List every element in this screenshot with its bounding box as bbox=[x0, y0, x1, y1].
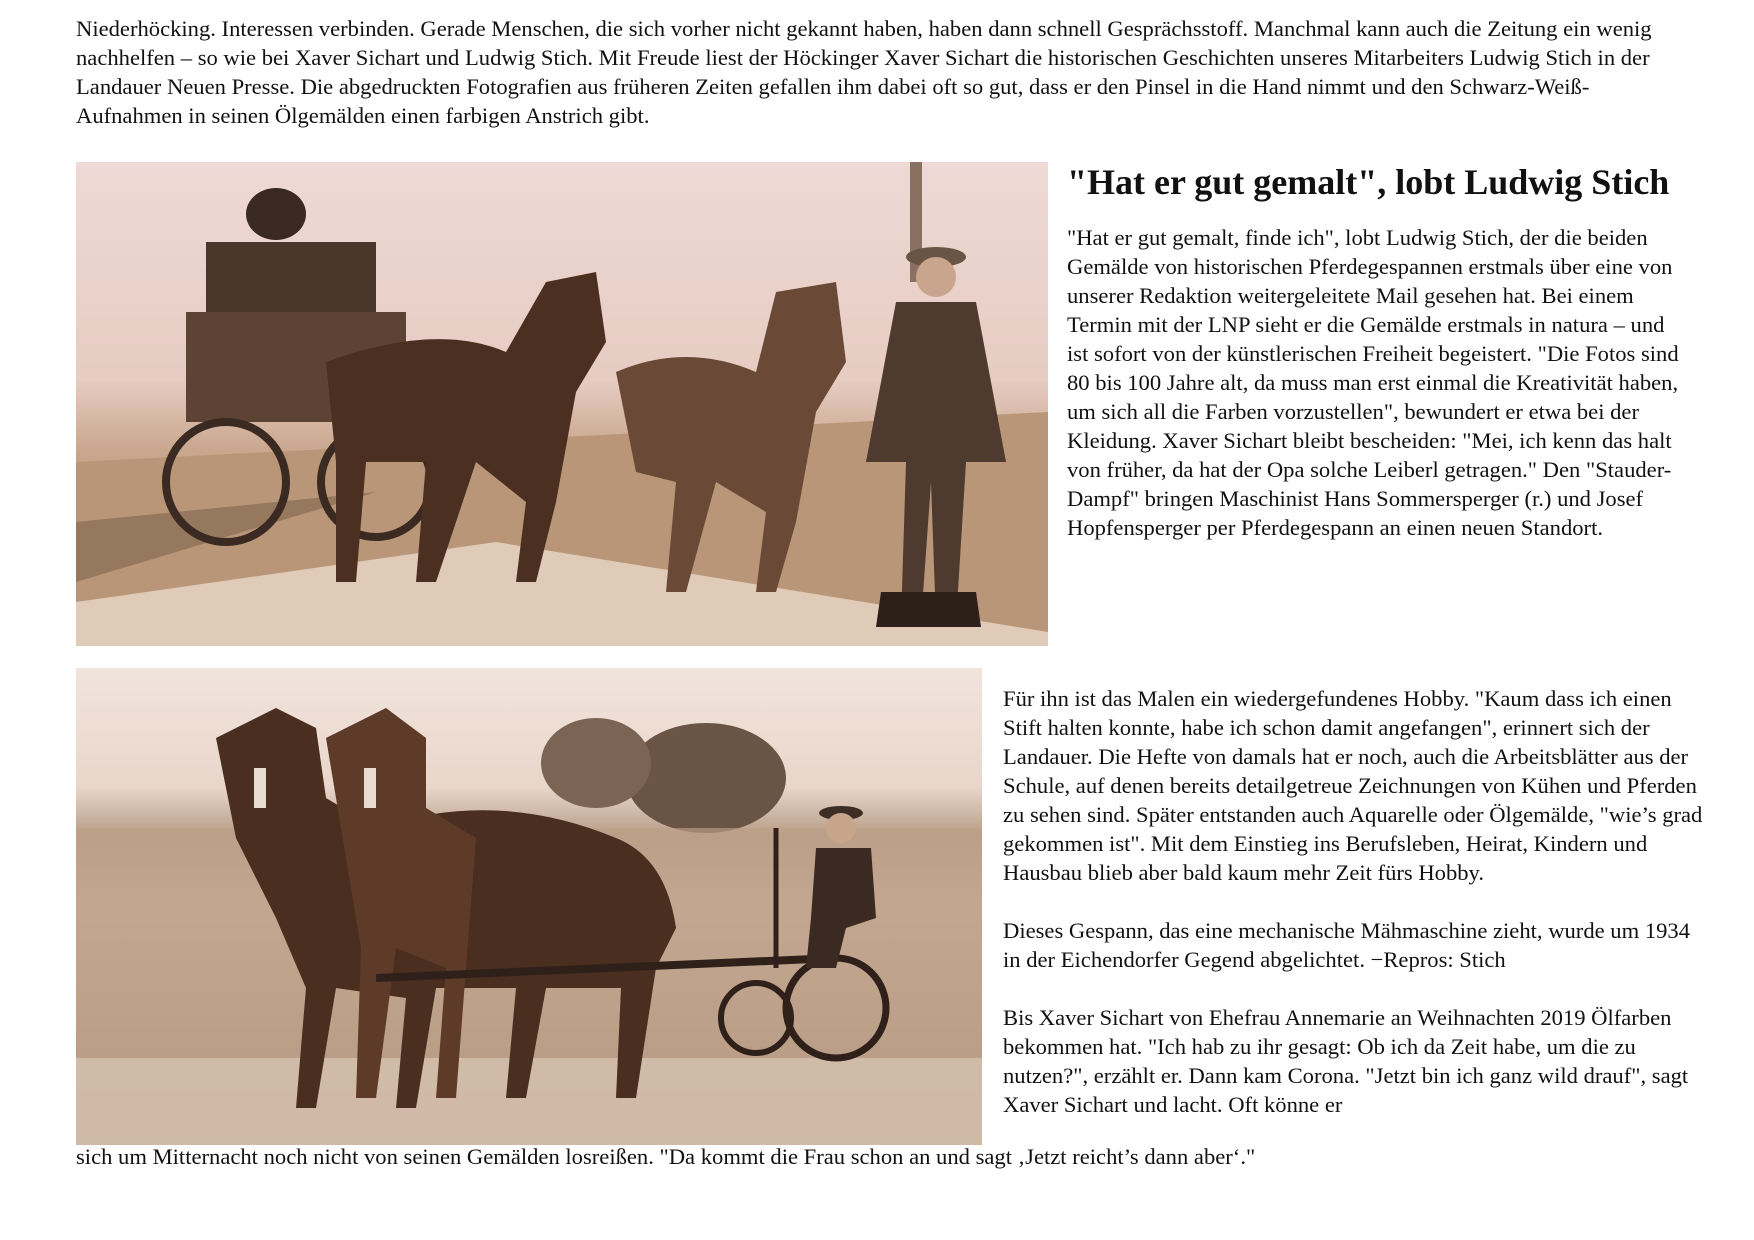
paragraph-oil-paints: Bis Xaver Sichart von Ehefrau Annemarie an Weihnachten 2019 Ölfarben bekommen hat. "Ich hab zu ihr gesagt: Ob ich da Zeit habe, um die zu nutzen?", erzählt er. Dann kam Corona. "Jetzt bin ich ganz wild drauf", sagt Xaver Sichart und lacht. Oft könne er bbox=[1003, 1005, 1689, 1117]
photo-mowing-machine-illustration bbox=[76, 668, 982, 1145]
paragraph-hobby: Für ihn ist das Malen ein wiedergefundenes Hobby. "Kaum dass ich einen Stift halten konnte, habe ich schon damit angefangen", erinnert sich der Landauer. Die Hefte von damals hat er noch, auch die Arbeitsblätter aus der Schule, auf denen bereits detailgetreue Zeichnungen von Kühen und Pferden zu sehen sind. Später entstanden auch Aquarelle oder Ölgemälde, "wie’s grad gekommen ist". Mit dem Einstieg ins Berufsleben, Heirat, Kindern und Hausbau blieb aber bald kaum mehr Zeit fürs Hobby. bbox=[1003, 686, 1703, 885]
section-headline: "Hat er gut gemalt", lobt Ludwig Stich bbox=[1067, 162, 1670, 202]
photo-steam-engine-illustration bbox=[76, 162, 1048, 646]
intro-paragraph: Niederhöcking. Interessen verbinden. Gerade Menschen, die sich vorher nicht gekannt haben, haben dann schnell Gesprächsstoff. Manchmal kann auch die Zeitung ein wenig nachhelfen – so wie bei Xaver Sichart und Ludwig Stich. Mit Freude liest der Höckinger Xaver Sichart die historischen Geschichten unseres Mitarbeiters Ludwig Stich in der Landauer Neuen Presse. Die abgedruckten Fotografien aus früheren Zeiten gefallen ihm dabei oft so gut, dass er den Pinsel in die Hand nimmt und den Schwarz-Weiß-Aufnahmen in seinen Ölgemälden einen farbigen Anstrich gibt. bbox=[76, 16, 1652, 128]
photo-steam-engine-horses bbox=[76, 162, 1048, 646]
caption-photo-1: "Hat er gut gemalt, finde ich", lobt Ludwig Stich, der die beiden Gemälde von historischen Pferdegespannen erstmals über eine von unserer Redaktion weitergeleitete Mail gesehen hat. Bei einem Termin mit der LNP sieht er die Gemälde erstmals in natura – und ist sofort von der künstlerischen Freiheit begeistert. "Die Fotos sind 80 bis 100 Jahre alt, da muss man erst einmal die Kreativität haben, um sich all die Farben vorzustellen", bewundert er etwa bei der Kleidung. Xaver Sichart bleibt bescheiden: "Mei, ich kenn das halt von früher, da hat der Opa solche Leiberl getragen." Den "Stauder-Dampf" bringen Maschinist Hans Sommersperger (r.) und Josef Hopfensperger per Pferdegespann an einen neuen Standort. bbox=[1067, 225, 1679, 540]
photo-mowing-machine-horses bbox=[76, 668, 982, 1145]
right-column-top bbox=[1067, 160, 1687, 542]
caption-photo-2: Dieses Gespann, das eine mechanische Mähmaschine zieht, wurde um 1934 in der Eichendorfer Gegend abgelichtet. −Repros: Stich bbox=[1003, 918, 1691, 972]
paragraph-oil-paints-continued: sich um Mitternacht noch nicht von seinen Gemälden losreißen. "Da kommt die Frau schon an und sagt ‚Jetzt reicht’s dann aber‘." bbox=[76, 1144, 1256, 1169]
right-column-bottom bbox=[1003, 684, 1703, 1119]
